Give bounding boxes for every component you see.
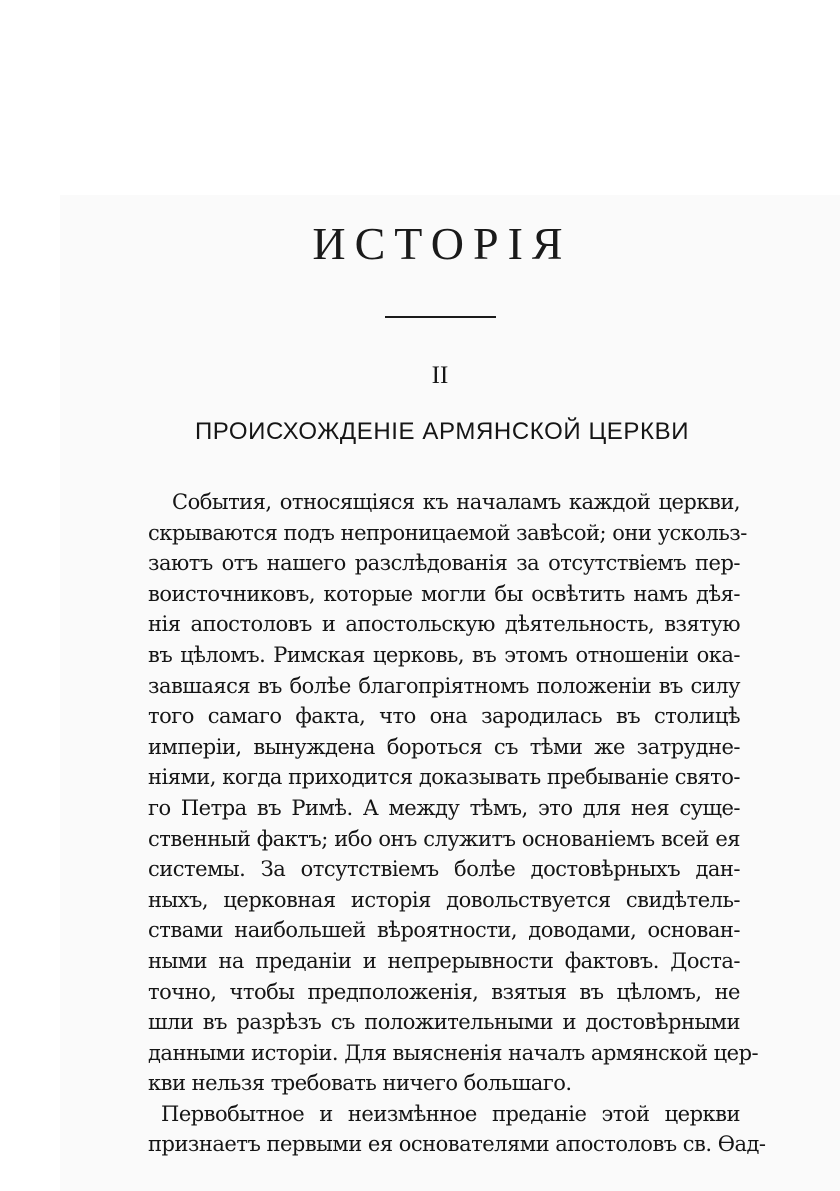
text-line: События, относящіяся къ началамъ каждой церкви, bbox=[172, 490, 740, 514]
text-line: того самаго факта, что она зародилась въ столицѣ bbox=[148, 704, 740, 729]
text-line: шли въ разрѣзъ съ положительными и достовѣрными bbox=[148, 1010, 740, 1035]
text-line: нія апостоловъ и апостольскую дѣятельность, взятую bbox=[148, 612, 740, 637]
text-line: ныхъ, церковная исторія довольствуется свидѣтель- bbox=[148, 887, 740, 912]
text-line: данными исторіи. Для выясненія началъ армянской цер- bbox=[148, 1040, 759, 1065]
text-line: заютъ отъ нашего разслѣдованія за отсутствіемъ пер- bbox=[148, 551, 740, 576]
text-line: системы. За отсутствіемъ болѣе достовѣрныхъ дан- bbox=[148, 857, 740, 882]
title-divider bbox=[385, 316, 496, 318]
text-line: въ цѣломъ. Римская церковь, въ этомъ отношеніи ока- bbox=[148, 642, 740, 667]
text-line: ственный фактъ; ибо онъ служитъ основаніемъ всей ея bbox=[148, 826, 740, 851]
text-line: Первобытное и неизмѣнное преданіе этой церкви bbox=[161, 1101, 740, 1126]
text-line: скрываются подъ непроницаемой завѣсой; они ускольз- bbox=[148, 520, 747, 545]
text-line: признаетъ первыми ея основателями апостоловъ св. Ѳад- bbox=[148, 1132, 766, 1157]
text-line: кви нельзя требовать ничего большаго. bbox=[148, 1071, 572, 1096]
text-line: го Петра въ Римѣ. А между тѣмъ, это для нея суще- bbox=[148, 795, 740, 820]
text-line: ствами наибольшей вѣроятности, доводами, основан- bbox=[148, 918, 740, 943]
page-title: ИСТОРІЯ bbox=[312, 218, 572, 269]
text-line: ными на преданіи и непрерывности фактовъ. Доста- bbox=[148, 948, 740, 973]
text-line: ніями, когда приходится доказывать пребываніе свято- bbox=[148, 765, 740, 790]
text-line: имперіи, вынуждена бороться съ тѣми же затрудне- bbox=[148, 734, 740, 759]
text-line: завшаяся въ болѣе благопріятномъ положеніи въ силу bbox=[148, 673, 740, 698]
text-line: воисточниковъ, которые могли бы освѣтить намъ дѣя- bbox=[148, 581, 740, 606]
text-line: точно, чтобы предположенія, взятыя въ цѣломъ, не bbox=[148, 979, 740, 1004]
body-text bbox=[148, 487, 766, 1160]
chapter-numeral: II bbox=[431, 362, 449, 389]
chapter-title: ПРОИСХОЖДЕНІЕ АРМЯНСКОЙ ЦЕРКВИ bbox=[194, 418, 690, 445]
